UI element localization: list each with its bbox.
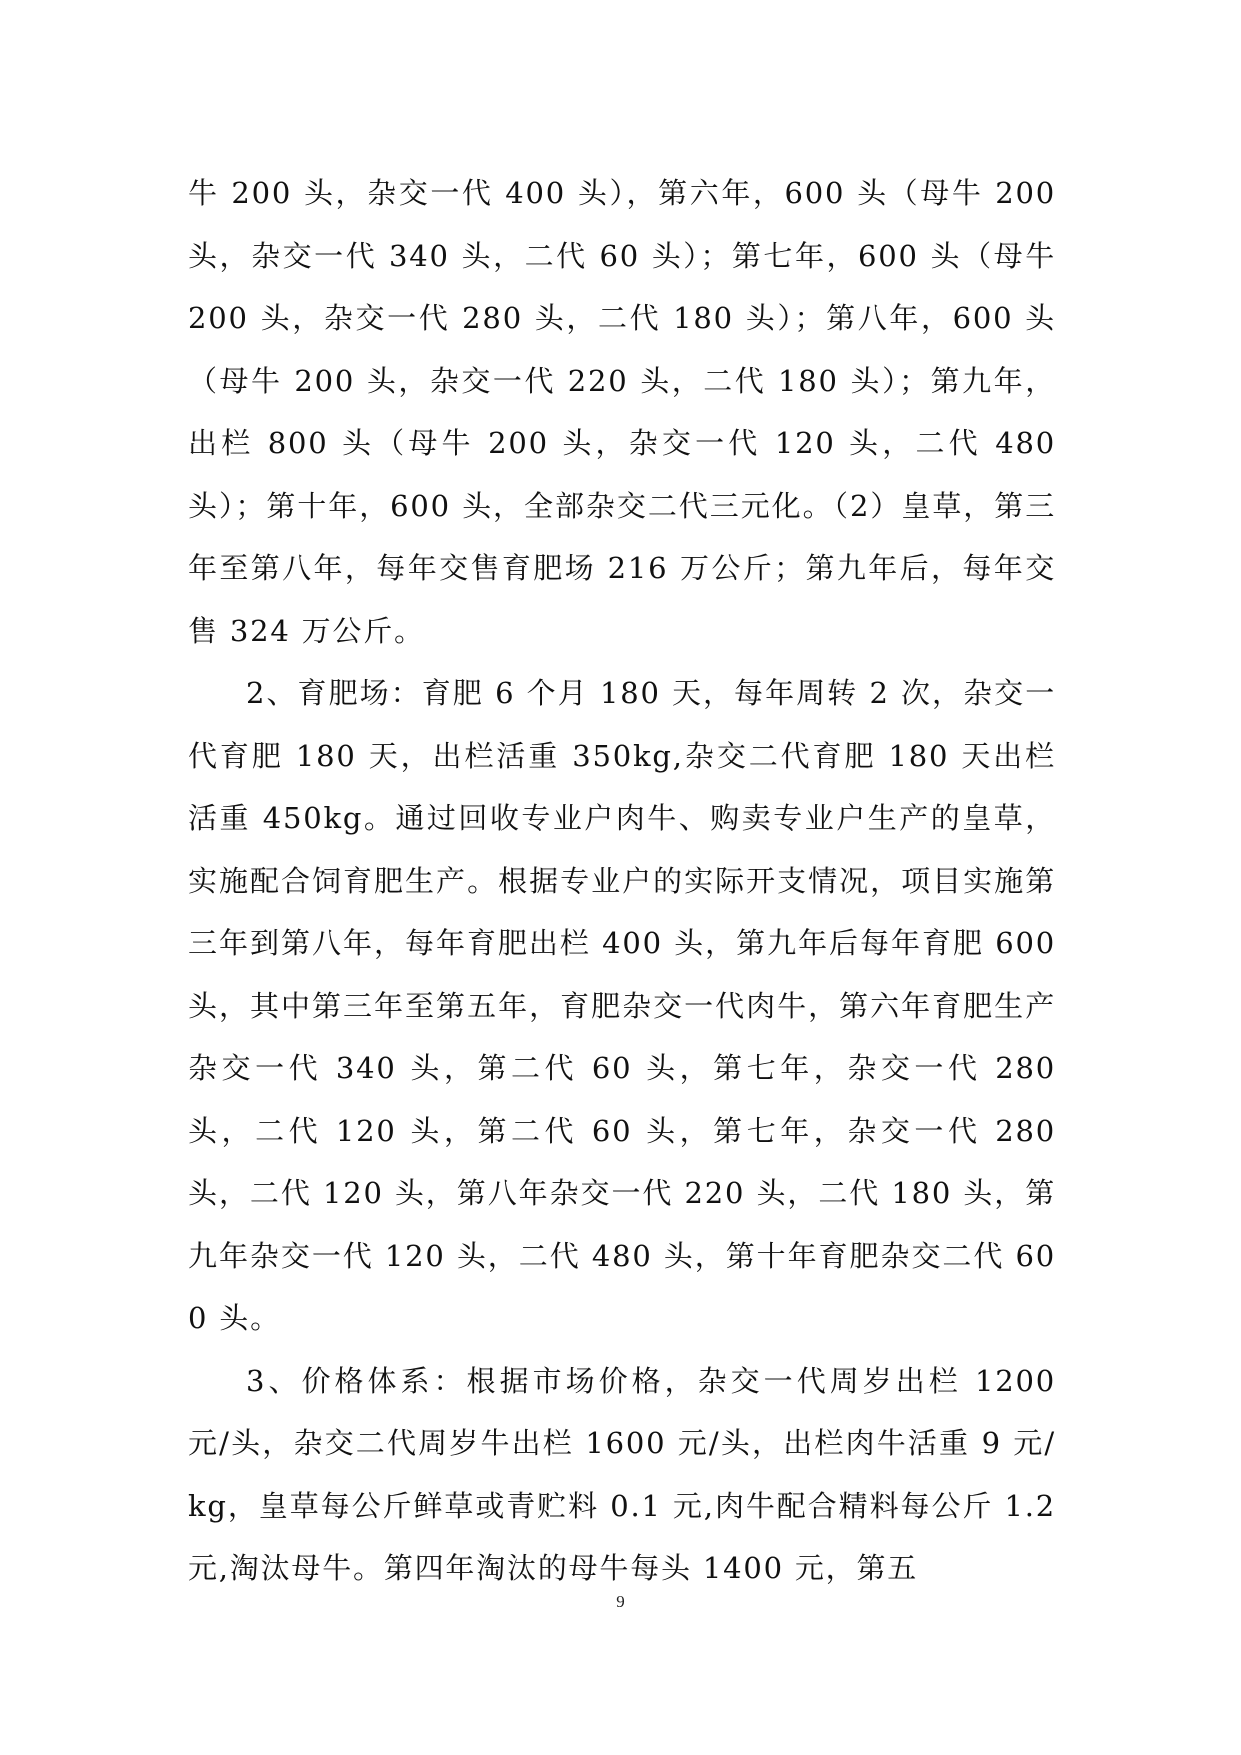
paragraph-fattening-farm: 2、育肥场：育肥 6 个月 180 天，每年周转 2 次，杂交一代育肥 180 天，出栏活重 350kg,杂交二代育肥 180 天出栏活重 450kg。通过回收专业户肉牛、购卖专业户生产的皇草，实施配合饲育肥生产。根据专业户的实际开支情况，项目实施第三年到第八年，每年育肥出栏 400 头，第九年后每年育肥 600 头，其中第三年至第五年，育肥杂交一代肉牛，第六年育肥生产杂交一代 340 头，第二代 60 头，第七年，杂交一代 280 头，二代 120 头，第二代 60 头，第七年，杂交一代 280 头，二代 120 头，第八年杂交一代 220 头，二代 180 头，第九年杂交一代 120 头，二代 480 头，第十年育肥杂交二代 600 头。 bbox=[188, 676, 1056, 1335]
page-number: 9 bbox=[616, 1592, 625, 1611]
document-body bbox=[188, 162, 1056, 1600]
paragraph-price-system: 3、价格体系：根据市场价格，杂交一代周岁出栏 1200 元/头，杂交二代周岁牛出栏 1600 元/头，出栏肉牛活重 9 元/kg，皇草每公斤鲜草或青贮料 0.1 元,肉牛配合精料每公斤 1.2 元,淘汰母牛。第四年淘汰的母牛每头 1400 元，第五 bbox=[188, 1363, 1056, 1585]
paragraph-continued: 牛 200 头，杂交一代 400 头），第六年，600 头（母牛 200 头，杂交一代 340 头，二代 60 头）；第七年，600 头（母牛 200 头，杂交一代 280 头，二代 180 头）；第八年，600 头（母牛 200 头，杂交一代 220 头，二代 180 头）；第九年，出栏 800 头（母牛 200 头，杂交一代 120 头，二代 480 头）；第十年，600 头，全部杂交二代三元化。（2）皇草，第三年至第八年，每年交售育肥场 216 万公斤；第九年后，每年交售 324 万公斤。 bbox=[188, 176, 1056, 648]
